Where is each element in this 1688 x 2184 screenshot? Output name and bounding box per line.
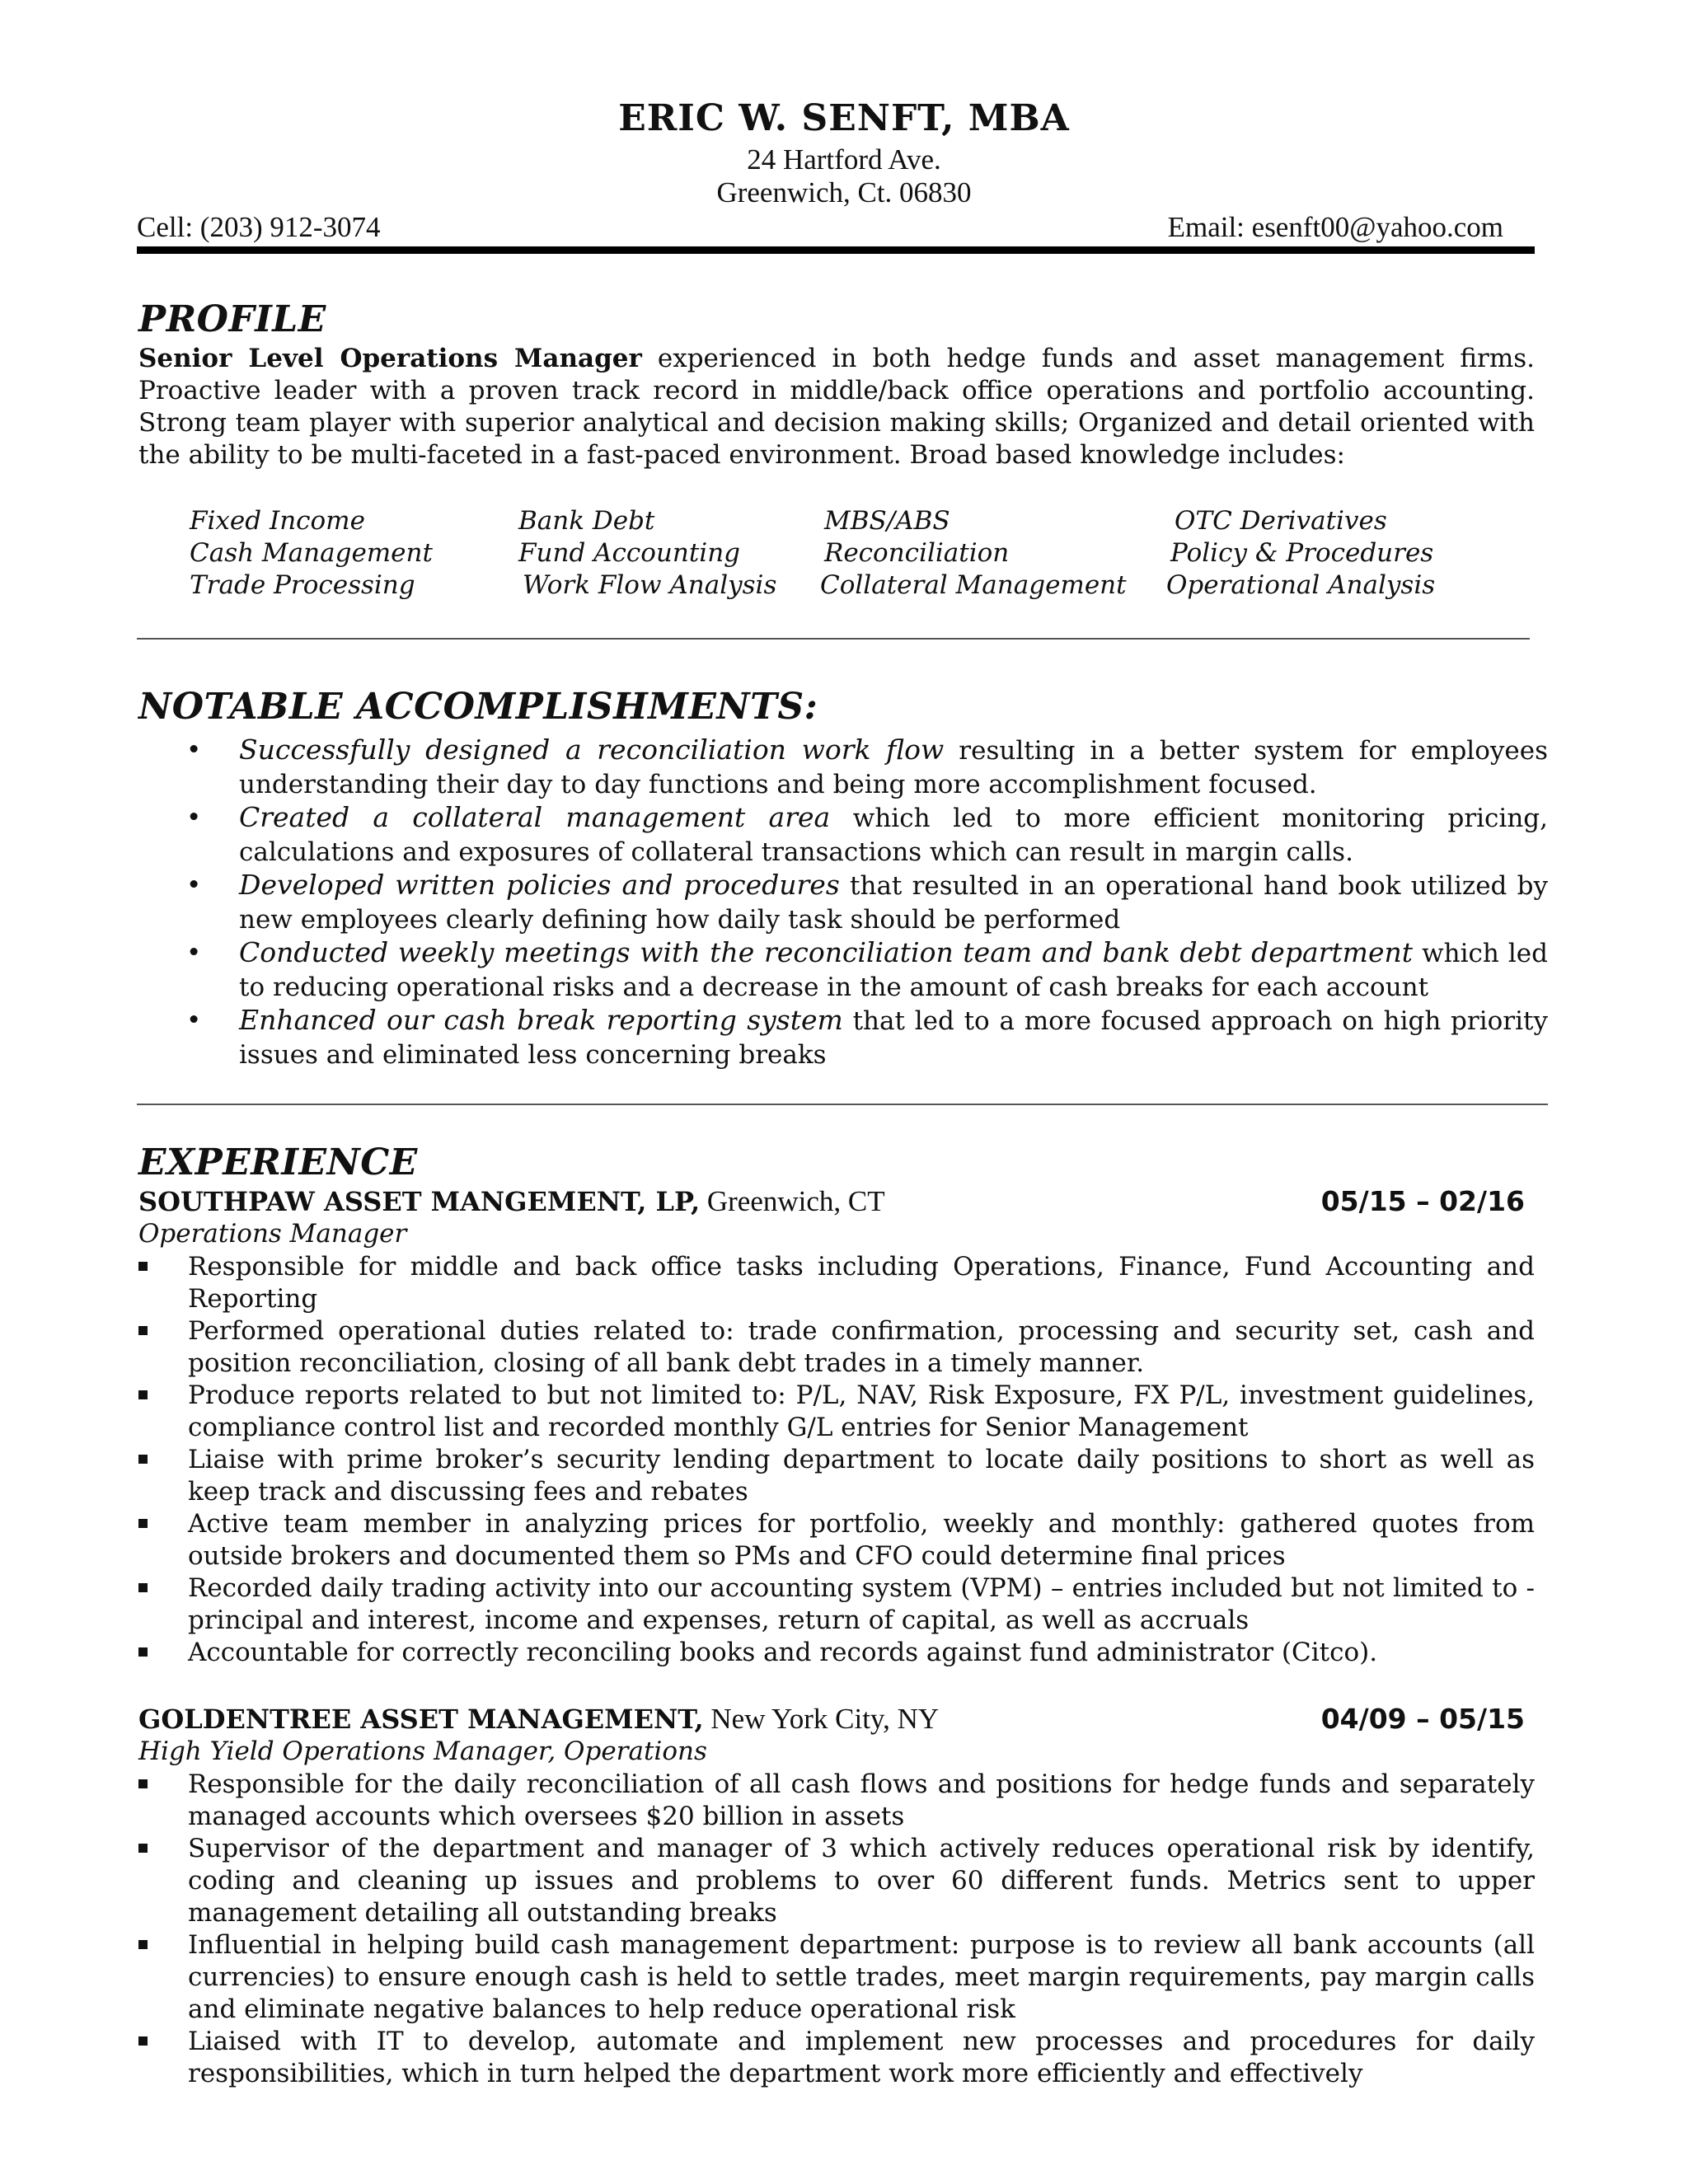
skill: OTC Derivatives	[1175, 506, 1387, 536]
email-address: Email: esenft00@yahoo.com	[1167, 211, 1503, 243]
job-dates: 05/15 – 02/16	[1320, 1185, 1525, 1217]
accomplishment-text: which led to more efficient monitoring pricing, calculations and exposures of collateral transactions which can result in margin calls.	[239, 804, 1548, 867]
profile-heading: PROFILE	[138, 298, 326, 340]
duty-text: Active team member in analyzing prices for portfolio, weekly and monthly: gathered quotes from outside brokers and documented them so PMs and CFO could determine final prices	[188, 1509, 1535, 1571]
skill: Work Flow Analysis	[523, 570, 777, 600]
list-item	[138, 936, 1548, 1004]
list-item	[138, 733, 1548, 801]
company-name: GOLDENTREE ASSET MANAGEMENT,	[138, 1704, 704, 1735]
experience-heading: EXPERIENCE	[138, 1141, 418, 1183]
square-bullet-icon	[138, 1519, 148, 1528]
accomplishment-text: that led to a more focused approach on high priority issues and eliminated less concerning breaks	[239, 1006, 1549, 1070]
accomplishments-list	[138, 733, 1548, 1071]
duty-text: Responsible for middle and back office tasks including Operations, Finance, Fund Accounting and Reporting	[188, 1252, 1535, 1314]
duty-text: Liaised with IT to develop, automate and implement new processes and procedures for daily responsibilities, which in turn helped the department work more efficiently and effectively	[188, 2027, 1535, 2088]
list-item	[138, 1769, 1535, 1833]
skill: Trade Processing	[190, 570, 415, 600]
duty-text: Produce reports related to but not limited to: P/L, NAV, Risk Exposure, FX P/L, investment guidelines, compliance control list and recorded monthly G/L entries for Senior Management	[188, 1380, 1535, 1442]
square-bullet-icon	[138, 2036, 148, 2046]
bullet-icon: •	[186, 1005, 202, 1035]
duty-text: Recorded daily trading activity into our accounting system (VPM) – entries included but not limited to - principal and interest, income and expenses, return of capital, as well as accruals	[188, 1573, 1535, 1635]
bullet-icon: •	[186, 938, 202, 968]
duty-text: Liaise with prime broker’s security lending department to locate daily positions to short as well as keep track and discussing fees and rebates	[188, 1445, 1535, 1507]
square-bullet-icon	[138, 1844, 148, 1853]
list-item	[138, 1833, 1535, 1929]
duty-text: Accountable for correctly reconciling books and records against fund administrator (Citco).	[188, 1638, 1378, 1667]
accomplishments-heading: NOTABLE ACCOMPLISHMENTS:	[138, 686, 818, 728]
cell-phone: Cell: (203) 912-3074	[137, 211, 381, 243]
square-bullet-icon	[138, 1455, 148, 1464]
accomplishment-text: that resulted in an operational hand book utilized by new employees clearly defining how daily task should be performed	[239, 871, 1548, 935]
accomplishment-text: which led to reducing operational risks and a decrease in the amount of cash breaks for each account	[239, 939, 1548, 1002]
skill: Cash Management	[190, 538, 433, 568]
address-line-1: 24 Hartford Ave.	[747, 143, 941, 176]
square-bullet-icon	[138, 1583, 148, 1592]
list-item	[138, 1929, 1535, 2026]
list-item	[138, 1004, 1548, 1071]
job-location: Greenwich, CT	[700, 1185, 885, 1217]
list-item	[138, 1637, 1535, 1669]
square-bullet-icon	[138, 1647, 148, 1657]
accomplishment-highlight: Created a collateral management area	[239, 801, 831, 833]
profile-lead: Senior Level Operations Manager	[138, 344, 642, 373]
job-title: Operations Manager	[138, 1219, 407, 1249]
skill: Fixed Income	[190, 506, 365, 536]
skill: Bank Debt	[518, 506, 655, 536]
accomplishment-text: resulting in a better system for employees understanding their day to day functions and being more accomplishment focused.	[239, 736, 1548, 799]
company-name: SOUTHPAW ASSET MANGEMENT, LP,	[138, 1186, 701, 1217]
profile-summary	[138, 343, 1535, 471]
section-divider	[137, 638, 1530, 640]
address-line-2: Greenwich, Ct. 06830	[716, 176, 972, 209]
list-item	[138, 1251, 1535, 1315]
square-bullet-icon	[138, 1940, 148, 1949]
bullet-icon: •	[186, 735, 202, 765]
job-title: High Yield Operations Manager, Operations	[138, 1736, 707, 1766]
bullet-icon: •	[186, 870, 202, 900]
duty-text: Influential in helping build cash management department: purpose is to review all bank accounts (all currencies) to ensure enough cash is held to settle trades, meet margin requirements, pay margin calls and eliminate negative balances to help reduce operational risk	[188, 1930, 1535, 2024]
job-duties-list	[138, 1251, 1535, 1669]
skill: Policy & Procedures	[1170, 538, 1434, 568]
accomplishment-highlight: Enhanced our cash break reporting system	[239, 1004, 843, 1036]
candidate-name: ERIC W. SENFT, MBA	[618, 97, 1070, 139]
job-header	[138, 1185, 1535, 1218]
list-item	[138, 1572, 1535, 1637]
list-item	[138, 1380, 1535, 1444]
profile-text: experienced in both hedge funds and asset management firms. Proactive leader with a proven track record in middle/back office operations and portfolio accounting. Strong team player with superior analytical and decision making skills; Organized and detail oriented with the ability to be multi-faceted in a fast-paced environment. Broad based knowledge includes:	[138, 344, 1536, 470]
duty-text: Supervisor of the department and manager of 3 which actively reduces operational risk by identify, coding and cleaning up issues and problems to over 60 different funds. Metrics sent to upper management detailing all outstanding breaks	[188, 1834, 1535, 1928]
square-bullet-icon	[138, 1262, 148, 1271]
list-item	[138, 1508, 1535, 1572]
section-divider	[137, 1104, 1548, 1105]
accomplishment-highlight: Developed written policies and procedures	[239, 869, 840, 901]
list-item	[138, 2026, 1535, 2090]
accomplishment-highlight: Conducted weekly meetings with the reconciliation team and bank debt department	[239, 936, 1413, 968]
skill: Fund Accounting	[518, 538, 741, 568]
job-location: New York City, NY	[703, 1703, 940, 1735]
job-dates: 04/09 – 05/15	[1320, 1703, 1525, 1735]
square-bullet-icon	[138, 1326, 148, 1335]
job-header	[138, 1703, 1535, 1736]
bullet-icon: •	[186, 803, 202, 832]
job-duties-list	[138, 1769, 1535, 2090]
skill: Reconciliation	[824, 538, 1010, 568]
header-divider	[137, 246, 1535, 254]
duty-text: Responsible for the daily reconciliation of all cash flows and positions for hedge funds and separately managed accounts which oversees $20 billion in assets	[188, 1769, 1535, 1831]
list-item	[138, 1315, 1535, 1380]
list-item	[138, 1444, 1535, 1508]
skill: MBS/ABS	[824, 506, 950, 536]
square-bullet-icon	[138, 1779, 148, 1788]
skill: Operational Analysis	[1166, 570, 1436, 600]
duty-text: Performed operational duties related to: trade confirmation, processing and security set, cash and position reconciliation, closing of all bank debt trades in a timely manner.	[188, 1316, 1535, 1378]
list-item	[138, 869, 1548, 936]
square-bullet-icon	[138, 1390, 148, 1399]
skill: Collateral Management	[820, 570, 1127, 600]
accomplishment-highlight: Successfully designed a reconciliation work flow	[239, 733, 945, 766]
list-item	[138, 801, 1548, 869]
